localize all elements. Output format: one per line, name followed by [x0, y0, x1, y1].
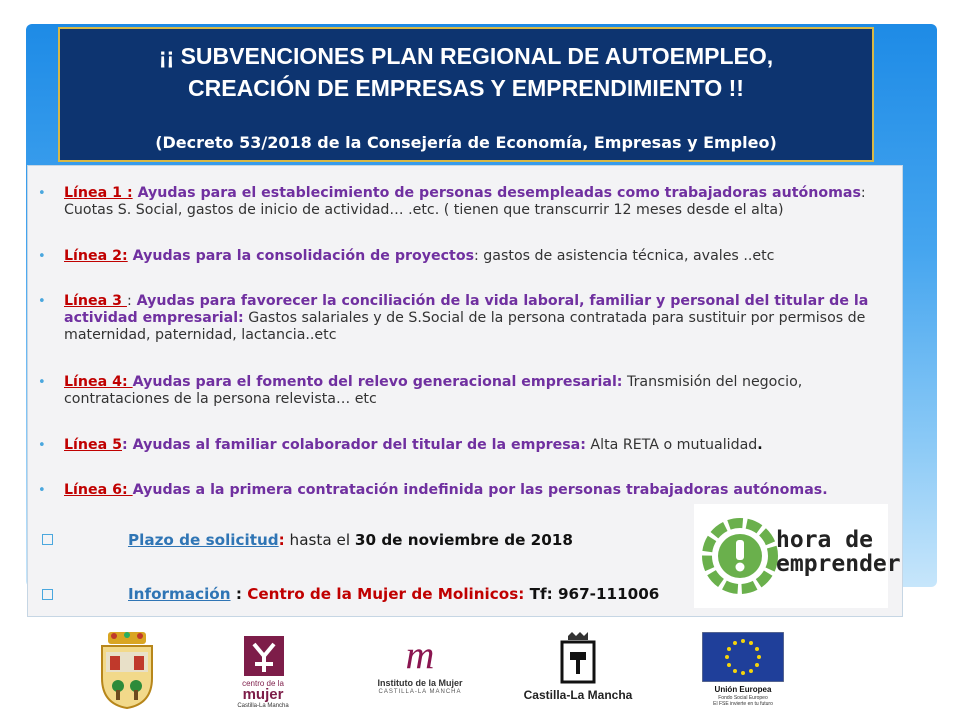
info-sep: : — [230, 585, 248, 603]
plazo-row — [128, 530, 573, 550]
instituto-mark: m — [405, 632, 435, 677]
hora-logo-text — [776, 528, 901, 576]
linea-1-text: Cuotas S. Social, gastos de inicio de actividad… .etc. ( tienen que transcurrir 12 meses desde el alta) — [64, 202, 784, 218]
linea-5-text: Alta RETA o mutualidad — [585, 437, 758, 453]
title-banner — [58, 27, 874, 162]
checkbox-square-icon — [42, 589, 53, 600]
castilla-la-mancha-logo — [518, 630, 638, 708]
linea-2-desc: Ayudas para la consolidación de proyectos — [127, 248, 475, 264]
instituto-de-la-mujer-logo — [360, 634, 480, 704]
plazo-label: Plazo de solicitud — [128, 531, 279, 549]
plazo-date: 30 de noviembre de 2018 — [354, 531, 573, 549]
coat-of-arms-icon — [96, 630, 158, 710]
linea-5-item — [38, 437, 879, 454]
eu-flag-icon — [702, 632, 784, 682]
bullet-icon: • — [38, 375, 46, 390]
linea-1-desc: Ayudas para el establecimiento de personas desempleadas como trabajadoras autónomas — [132, 185, 861, 201]
linea-5-desc: : Ayudas al familiar colaborador del titular de la empresa: — [122, 437, 586, 453]
instituto-line-1: Instituto de la Mujer — [377, 678, 463, 688]
checkbox-square-icon — [42, 534, 53, 545]
linea-6-label: Línea 6: — [64, 482, 133, 498]
linea-4-text: Transmisión del negocio, contrataciones de la persona relevista… etc — [64, 374, 803, 407]
plazo-text: hasta el — [284, 531, 355, 549]
info-centro: Centro de la Mujer de Molinicos: — [247, 585, 525, 603]
linea-4-desc: Ayudas para el fomento del relevo generacional empresarial: — [132, 374, 623, 390]
hora-line-2: emprender — [776, 551, 901, 577]
title-line-2: CREACIÓN DE EMPRESAS Y EMPRENDIMIENTO !! — [188, 75, 744, 101]
bullet-icon: • — [38, 294, 46, 309]
hora-line-1: hora de — [776, 527, 873, 553]
ue-label: Unión Europea — [714, 685, 772, 694]
linea-3-text: Gastos salariales y de S.Social de la persona contratada para sustituir por permisos de maternidad, paternidad, lactancia..etc — [64, 310, 866, 343]
linea-3-colon: : — [126, 293, 132, 309]
linea-6-item — [38, 482, 879, 499]
linea-6-desc: Ayudas a la primera contratación indefinida por las personas trabajadoras autónomas. — [132, 482, 828, 498]
linea-1-label: Línea 1 : — [64, 185, 133, 201]
linea-1-item — [38, 185, 879, 219]
linea-4-label: Línea 4: — [64, 374, 133, 390]
ue-sub-1: Fondo Social Europeo — [718, 695, 768, 701]
linea-2-text: : gastos de asistencia técnica, avales ..etc — [474, 248, 775, 264]
linea-4-item — [38, 374, 879, 408]
centro-mujer-mark-icon — [244, 636, 284, 676]
bullet-icon: • — [38, 438, 46, 453]
centro-mujer-line-2: mujer — [242, 686, 284, 703]
plazo-colon: : — [278, 531, 285, 549]
hora-de-emprender-logo — [694, 504, 901, 608]
linea-5-end: . — [757, 437, 763, 453]
linea-3-item — [38, 293, 879, 344]
instituto-line-2: CASTILLA-LA MANCHA — [378, 689, 462, 695]
bullet-icon: • — [38, 186, 46, 201]
centro-de-la-mujer-logo — [218, 632, 308, 714]
info-phone: Tf: 967-111006 — [524, 585, 660, 603]
union-europea-logo — [698, 632, 788, 712]
info-row — [128, 584, 659, 604]
linea-2-item — [38, 248, 879, 265]
linea-3-desc: Ayudas para favorecer la conciliación de la vida laboral, familiar y personal del titular de la actividad empresarial: — [64, 293, 869, 326]
title-line-1: ¡¡ SUBVENCIONES PLAN REGIONAL DE AUTOEMPLEO, — [158, 43, 774, 69]
ue-sub-2: El FSE invierte en tu futuro — [713, 701, 773, 707]
linea-2-label: Línea 2: — [64, 248, 128, 264]
info-link[interactable]: Información — [128, 585, 231, 603]
bullet-icon: • — [38, 249, 46, 264]
clm-label: Castilla-La Mancha — [523, 688, 633, 702]
castle-icon — [558, 630, 598, 684]
linea-3-label: Línea 3 — [64, 293, 127, 309]
exclamation-circle-icon — [698, 504, 778, 608]
logo-strip — [0, 626, 960, 720]
bullet-icon: • — [38, 483, 46, 498]
linea-5-label: Línea 5 — [64, 437, 123, 453]
decree-subtitle: (Decreto 53/2018 de la Consejería de Economía, Empresas y Empleo) — [155, 133, 777, 152]
centro-mujer-line-3: Castilla-La Mancha — [237, 703, 289, 709]
linea-1-sep: : — [860, 185, 866, 201]
centro-mujer-line-1: centro de la — [242, 679, 284, 688]
